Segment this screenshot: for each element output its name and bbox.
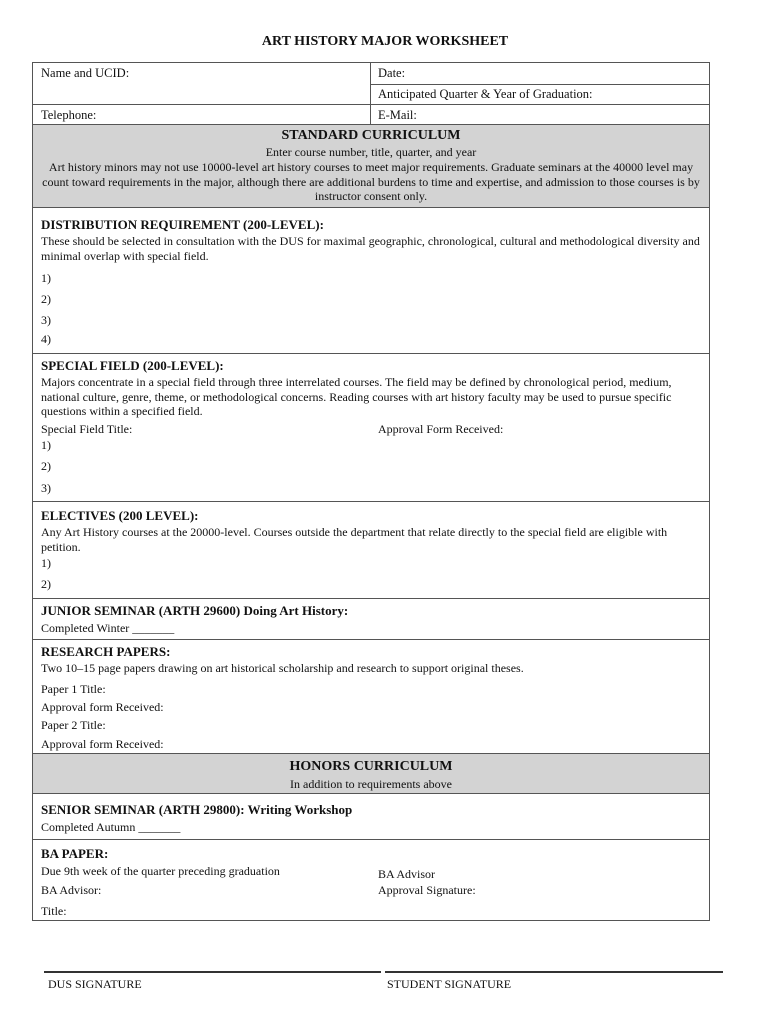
graduation-field[interactable]: Anticipated Quarter & Year of Graduation: [378,87,593,101]
paper-1-approval-field[interactable]: Approval form Received: [41,700,164,714]
special-field-heading: SPECIAL FIELD (200-LEVEL): [41,358,224,373]
special-field-item[interactable]: 3) [41,481,51,495]
divider [370,84,709,85]
paper-1-title-field[interactable]: Paper 1 Title: [41,682,106,696]
paper-2-title-field[interactable]: Paper 2 Title: [41,718,106,732]
special-field-title-field[interactable]: Special Field Title: [41,422,133,436]
special-field-approval-field[interactable]: Approval Form Received: [378,422,504,436]
ba-advisor-field[interactable]: BA Advisor: [41,883,102,897]
junior-seminar-completed[interactable]: Completed Winter _______ [41,621,175,635]
standard-curriculum-subtitle: Enter course number, title, quarter, and year [265,145,477,159]
ba-paper-heading: BA PAPER: [41,846,109,861]
electives-description: Any Art History courses at the 20000-level. Courses outside the department that relate directly to the special field are eligible with petition. [41,525,668,554]
senior-seminar-heading: SENIOR SEMINAR (ARTH 29800): Writing Workshop [41,802,353,817]
dus-signature-line[interactable] [44,971,381,973]
page-title: ART HISTORY MAJOR WORKSHEET [261,34,509,49]
distribution-heading: DISTRIBUTION REQUIREMENT (200-LEVEL): [41,217,324,232]
research-papers-description: Two 10–15 page papers drawing on art historical scholarship and research to support original theses. [41,661,524,675]
distribution-description: These should be selected in consultation with the DUS for maximal geographic, chronological, cultural and methodological diversity and minimal overlap with special field. [41,234,700,263]
ba-paper-due: Due 9th week of the quarter preceding graduation [41,864,280,878]
divider [33,501,709,502]
special-field-description: Majors concentrate in a special field through three interrelated courses. The field may be defined by chronological period, medium, national culture, genre, theme, or methodological concerns. Reading courses with art history faculty may be used to pursue specific questions within a specified field. [41,375,672,418]
divider [33,598,709,599]
senior-seminar-completed[interactable]: Completed Autumn _______ [41,820,181,834]
divider [33,793,709,794]
worksheet-table [32,62,710,921]
dus-signature-label: DUS SIGNATURE [48,977,142,991]
telephone-field[interactable]: Telephone: [41,108,97,122]
distribution-item[interactable]: 4) [41,332,51,346]
junior-seminar-heading: JUNIOR SEMINAR (ARTH 29600) Doing Art History: [41,603,349,618]
special-field-item[interactable]: 1) [41,438,51,452]
divider [33,207,709,208]
electives-heading: ELECTIVES (200 LEVEL): [41,508,199,523]
distribution-item[interactable]: 1) [41,271,51,285]
date-field[interactable]: Date: [378,66,406,80]
electives-item[interactable]: 1) [41,556,51,570]
distribution-item[interactable]: 2) [41,292,51,306]
name-ucid-field[interactable]: Name and UCID: [41,66,130,80]
divider [33,353,709,354]
divider [370,63,371,124]
standard-curriculum-note: Art history minors may not use 10000-level art history courses to meet major requirements. Graduate seminars at the 40000 level may count toward requirements in the major, although there are additional burdens to time and expertise, and admission to those courses is by instructor consent only. [42,160,700,203]
ba-title-field[interactable]: Title: [41,904,67,918]
paper-2-approval-field[interactable]: Approval form Received: [41,737,164,751]
ba-advisor-right[interactable]: BA Advisor [378,867,436,881]
standard-curriculum-heading: STANDARD CURRICULUM [281,128,461,143]
honors-curriculum-heading: HONORS CURRICULUM [289,759,453,774]
electives-item[interactable]: 2) [41,577,51,591]
divider [33,839,709,840]
email-field[interactable]: E-Mail: [378,108,417,122]
student-signature-label: STUDENT SIGNATURE [387,977,512,991]
honors-curriculum-subtitle: In addition to requirements above [290,777,452,791]
divider [33,639,709,640]
divider [33,104,709,105]
special-field-item[interactable]: 2) [41,459,51,473]
research-papers-heading: RESEARCH PAPERS: [41,644,171,659]
distribution-item[interactable]: 3) [41,313,51,327]
student-signature-line[interactable] [385,971,723,973]
approval-signature-field[interactable]: Approval Signature: [378,883,476,897]
